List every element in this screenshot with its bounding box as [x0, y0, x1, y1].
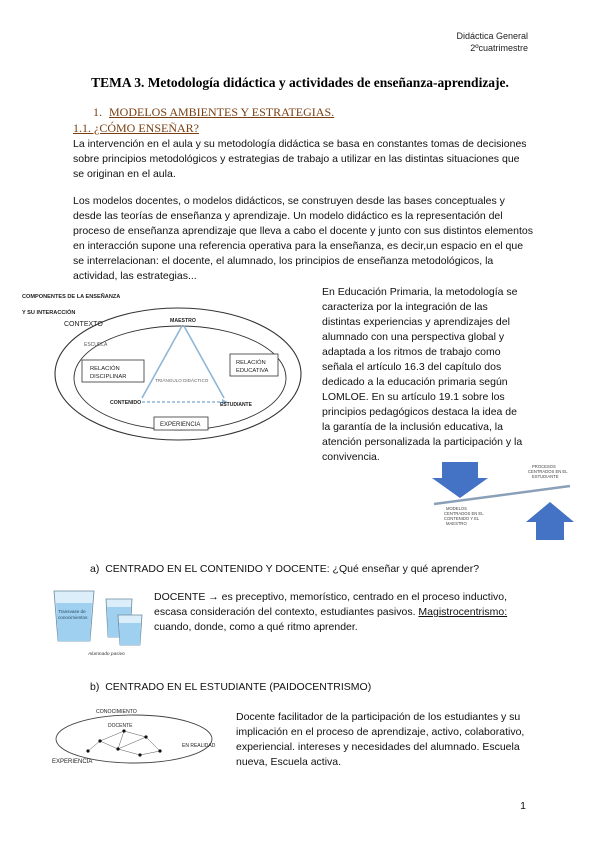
triangle-left-edge	[142, 326, 182, 398]
top-label-line1: PROCESOS	[532, 464, 556, 469]
top-label-line3: ESTUDIANTE	[532, 474, 559, 479]
label-conocimiento: CONOCIMIENTO	[96, 709, 137, 715]
section-1-1-heading: 1.1. ¿CÓMO ENSEÑAR?	[73, 121, 199, 135]
label-experiencia-b: EXPERIENCIA	[52, 759, 93, 765]
section-1-heading	[93, 105, 334, 120]
label-triangulo: TRIÁNGULO DIDÁCTICO	[155, 378, 209, 383]
bottom-label-line3: CONTENIDO Y EL	[444, 516, 480, 521]
teaching-components-diagram	[18, 290, 310, 450]
label-contenido: CONTENIDO	[110, 400, 142, 406]
page-header	[456, 30, 528, 54]
section-a-text-main: DOCENTE → es preceptivo, memorístico, centrado en el proceso inductivo, escasa consideración del contexto, estudiantes pasivos.	[154, 591, 508, 618]
section-1-number: 1.	[93, 105, 102, 119]
bottom-label-line4: MAESTRO	[446, 521, 467, 526]
section-a-magistrocentrismo: Magistrocentrismo:	[418, 606, 508, 618]
label-contexto: CONTEXTO	[64, 321, 103, 328]
relacion-disciplinar-line1: RELACIÓN	[90, 366, 120, 372]
label-experiencia: EXPERIENCIA	[160, 422, 201, 428]
paragraph-section-b: Docente facilitador de la participación de los estudiantes y su implicación en el proceso de aprendizaje, activo, colaborativo, experiencial. intereses y necesidades del alumnado. Escuela nueva, Escuela activa.	[236, 711, 525, 768]
student-centered-diagram	[48, 703, 232, 769]
label-escuela: ESCUELA	[84, 342, 108, 348]
section-a-text-end: cuando, donde, como a qué ritmo aprender.	[154, 621, 358, 633]
paragraph-primary-methodology: En Educación Primaria, la metodología se caracteriza por la integración de las distintas experiencias y aprendizajes del alumnado con una perspectiva global y adaptada a los ritmos de trabajo como señala el artículo 16.3 del capítulo dos dedicado a la educación primaria según LOMLOE. En su artículo 19.1 sobre los principios pedagógicos destaca la idea de la garantía de la inclusión educativa, la atención personalizada la participación y la convivencia.	[322, 286, 523, 463]
label-realidad: EN REALIDAD	[182, 743, 216, 749]
network-lines	[88, 731, 160, 755]
section-1-label: MODELOS AMBIENTES Y ESTRATEGIAS.	[109, 105, 335, 119]
section-b-prefix: b)	[90, 681, 100, 693]
glass-caption: Alumnado pasivo	[88, 652, 125, 657]
diagram-title-line1: COMPONENTES DE LA ENSEÑANZA	[22, 294, 121, 300]
header-term: 2ºcuatrimestre	[470, 43, 528, 53]
bottom-label-line1: MODELOS	[446, 506, 467, 511]
paragraph-models: Los modelos docentes, o modelos didácticos, se construyen desde las bases conceptuales y desde las teorías de enseñanza y aprendizaje. Un modelo didáctico es la representación del proceso de enseñanza aprendizaje que lleva a cabo el docente y junto con sus distintos elementos en interacción supone una referencia operativa para la enseñanza, es decir,un espacio en el que se interrelacionan: el docente, el alumnado, los principios de enseñanza metodológicos, la actividad, las estrategias...	[73, 195, 533, 282]
realidad-ellipse	[56, 715, 212, 763]
page-number: 1	[520, 800, 526, 812]
down-arrow-icon	[432, 462, 488, 498]
models-arrows-diagram	[432, 460, 580, 542]
top-label-line2: CENTRADOS EN EL	[528, 469, 568, 474]
relacion-disciplinar-line2: DISCIPLINAR	[90, 374, 127, 380]
knowledge-transfer-illustration	[48, 585, 148, 657]
paragraph-intro: La intervención en el aula y su metodología didáctica se basa en constantes tomas de decisiones sobre principios metodológicos y estrategias de trabajo a utilizar en las distintas situaciones que se originan en el aula.	[73, 138, 527, 180]
section-a-prefix: a)	[90, 563, 100, 575]
label-maestro: MAESTRO	[170, 318, 196, 324]
section-a-label: CENTRADO EN EL CONTENIDO Y DOCENTE: ¿Qué enseñar y qué aprender?	[105, 563, 480, 575]
up-arrow-icon	[526, 502, 574, 540]
relacion-educativa-line2: EDUCATIVA	[236, 368, 269, 374]
glass-label-line1: Transvase de	[58, 609, 86, 614]
relacion-educativa-line1: RELACIÓN	[236, 360, 266, 366]
section-b-label: CENTRADO EN EL ESTUDIANTE (PAIDOCENTRISMO)	[105, 681, 372, 693]
section-b-heading	[90, 680, 371, 695]
paragraph-section-a	[154, 590, 529, 635]
header-subject: Didáctica General	[456, 31, 528, 41]
small-glass-water	[119, 623, 141, 645]
label-docente: DOCENTE	[108, 723, 133, 729]
glass-label-line2: conocimientos	[58, 615, 88, 620]
triangle-right-edge	[184, 326, 224, 398]
diagram-title-line2: Y SU INTERACCIÓN	[22, 310, 76, 316]
section-a-heading	[90, 562, 479, 577]
bottom-label-line2: CENTRADOS EN EL	[444, 511, 484, 516]
document-title: TEMA 3. Metodología didáctica y actividades de enseñanza-aprendizaje.	[91, 75, 509, 90]
label-estudiante: ESTUDIANTE	[220, 402, 252, 408]
